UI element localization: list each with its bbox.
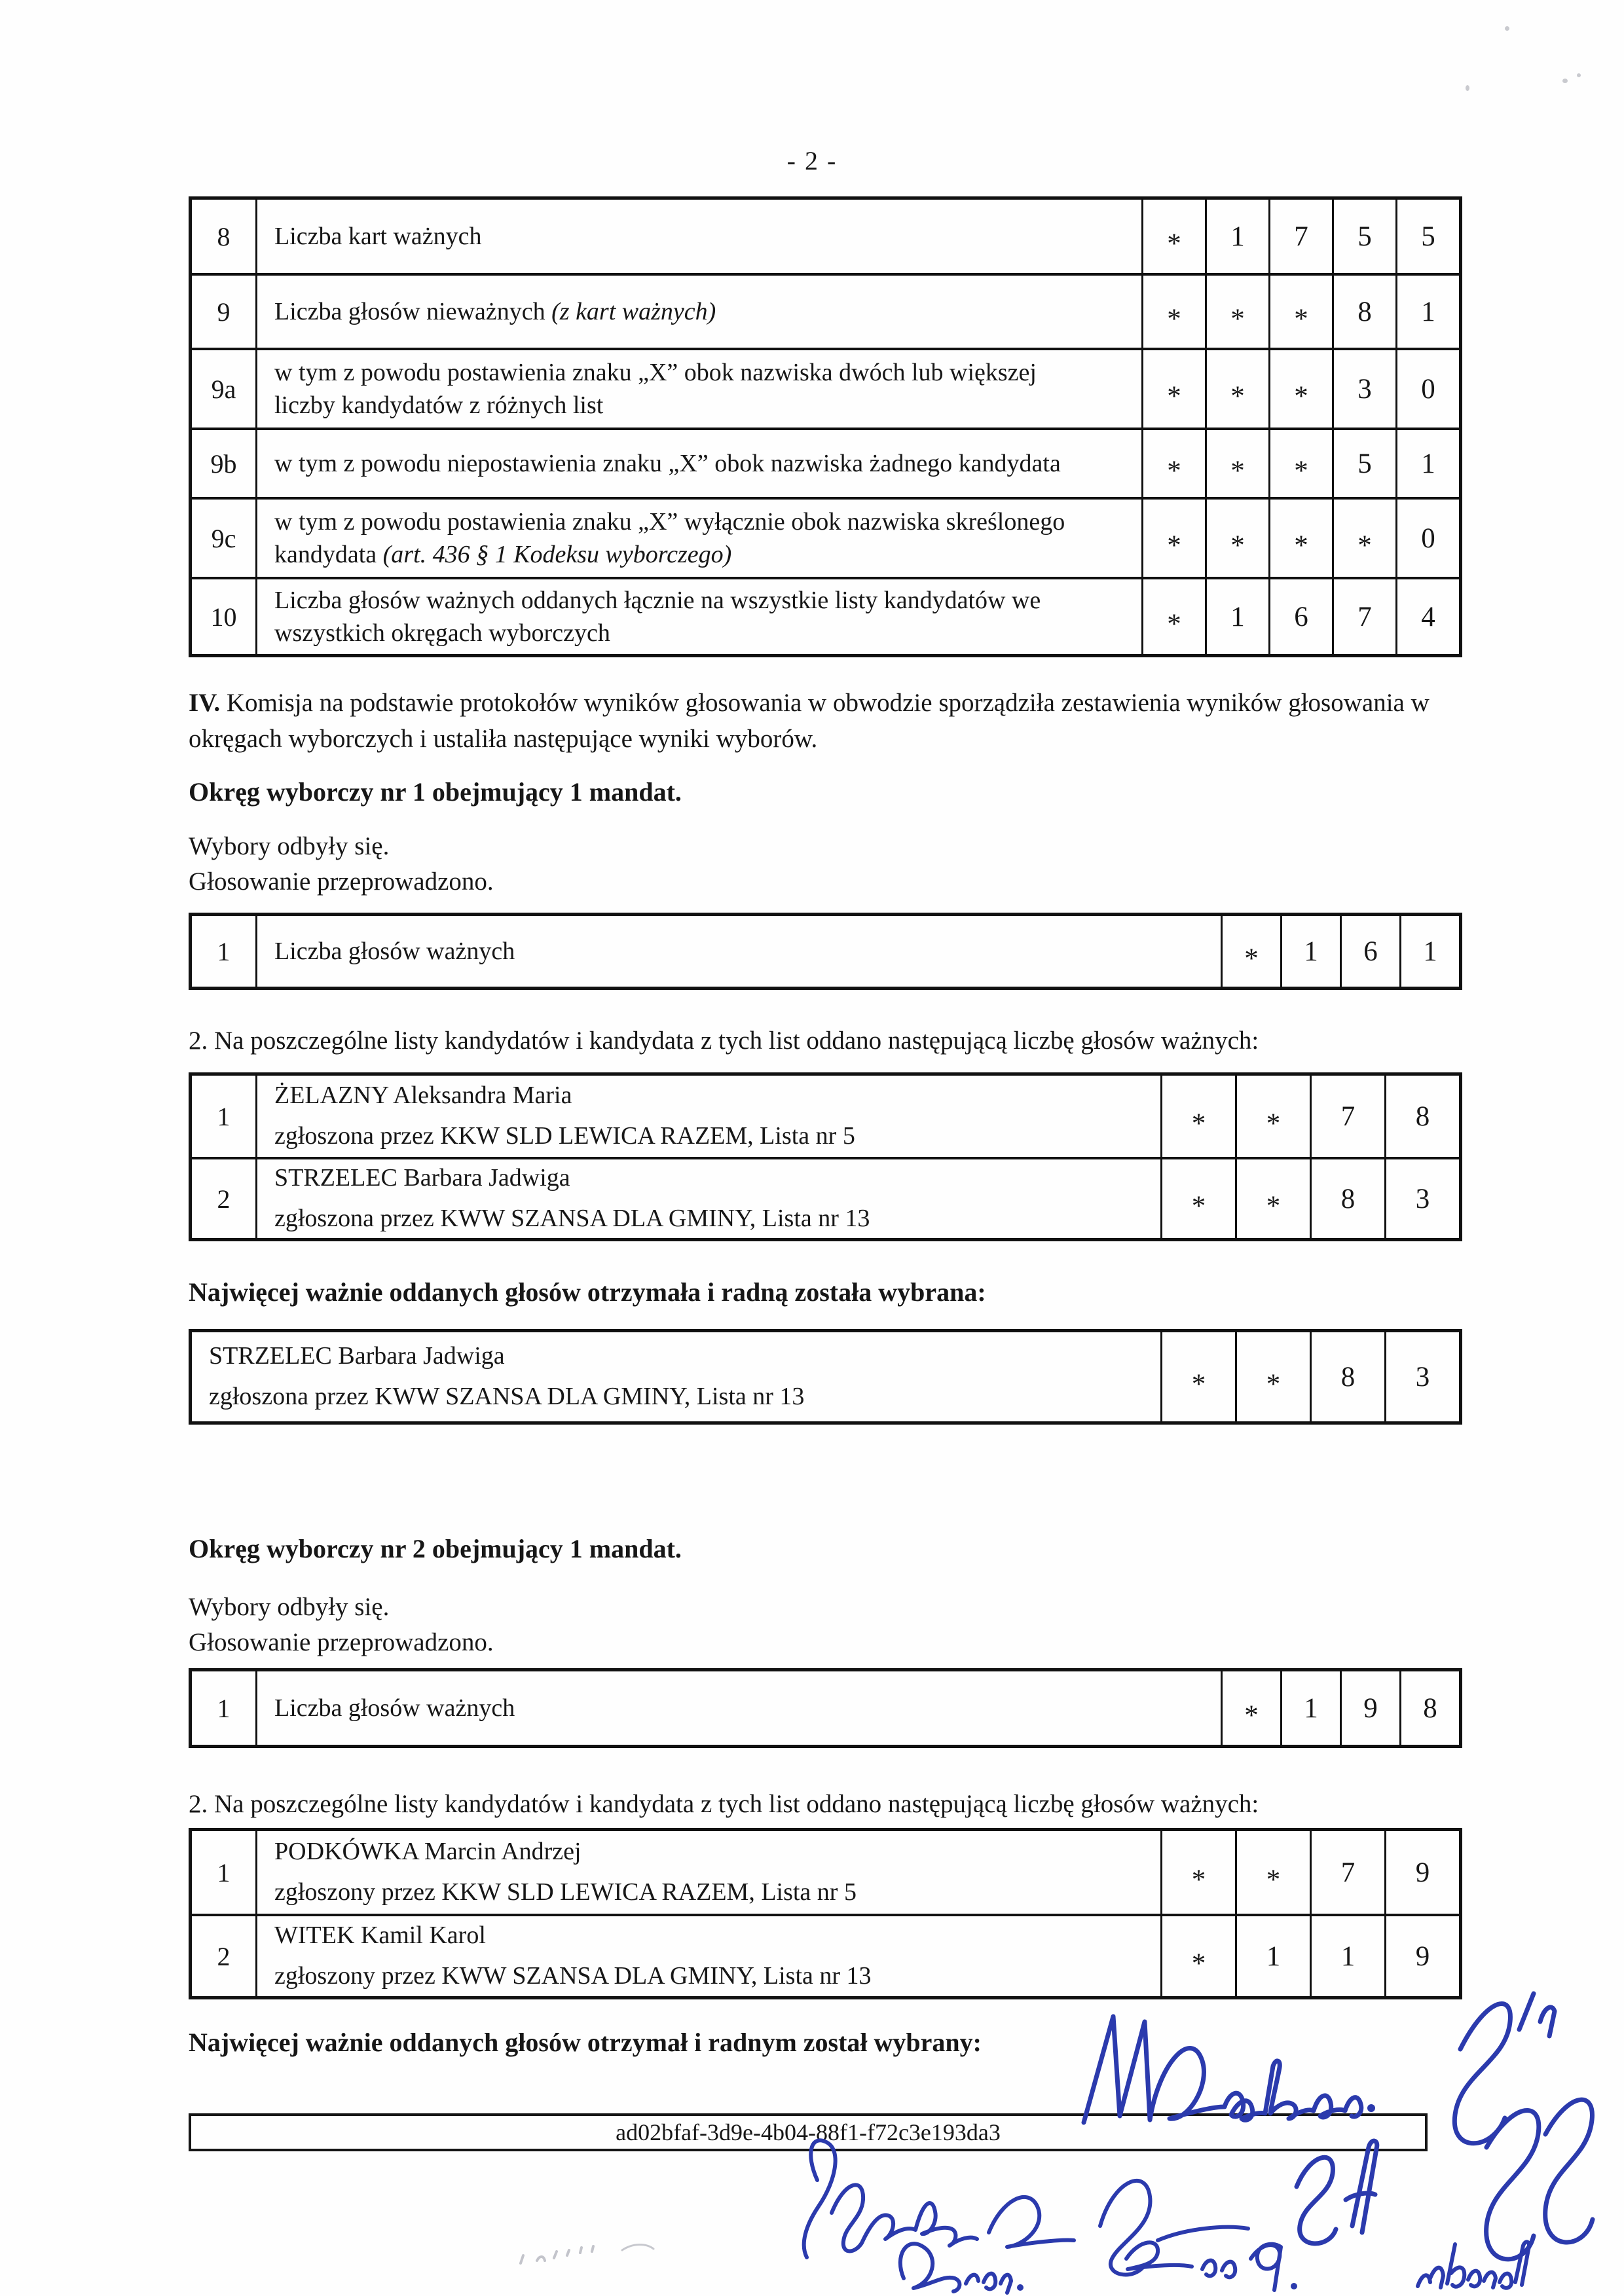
district2-candidates-table bbox=[189, 1828, 1462, 1999]
district1-valid-votes-table bbox=[189, 913, 1462, 990]
row-number: 1 bbox=[192, 1076, 257, 1157]
spacer-cell bbox=[1120, 350, 1141, 428]
voting-conducted-line: Głosowanie przeprowadzono. bbox=[189, 867, 494, 896]
signature-stroke bbox=[1545, 2100, 1593, 2242]
value-cell: * bbox=[1221, 1671, 1280, 1745]
spacer-cell bbox=[1200, 916, 1221, 987]
value-cell: * bbox=[1141, 579, 1205, 654]
table-row bbox=[192, 428, 1459, 497]
value-cell: 1 bbox=[1399, 916, 1459, 987]
signature-stroke bbox=[832, 2185, 977, 2251]
signature-stroke bbox=[1454, 2003, 1510, 2143]
value-cell: 1 bbox=[1310, 1916, 1384, 1996]
value-cell: 1 bbox=[1280, 1671, 1340, 1745]
candidate-nominated-by: zgłoszona przez KKW SLD LEWICA RAZEM, Lista nr 5 bbox=[274, 1122, 855, 1150]
value-cell: * bbox=[1332, 500, 1395, 577]
signature-stroke bbox=[1297, 2157, 1336, 2244]
value-cell: 3 bbox=[1384, 1332, 1459, 1421]
section-iv-label: IV. bbox=[189, 689, 221, 717]
signature-stroke bbox=[1126, 2242, 1281, 2290]
spacer-cell bbox=[1120, 500, 1141, 577]
district2-elected-intro: Najwięcej ważnie oddanych głosów otrzymał i radnym został wybrany: bbox=[189, 2028, 982, 2057]
table-row bbox=[192, 1671, 1459, 1745]
row-label: Liczba głosów nieważnych (z kart ważnych) bbox=[274, 297, 716, 325]
row-number: 9b bbox=[192, 430, 257, 497]
row-number: 1 bbox=[192, 1831, 257, 1914]
value-cell: 7 bbox=[1310, 1831, 1384, 1914]
value-cell: * bbox=[1141, 276, 1205, 348]
spacer-cell bbox=[1120, 430, 1141, 497]
value-cell: 5 bbox=[1332, 200, 1395, 273]
district1-status bbox=[189, 829, 1452, 900]
value-cell: * bbox=[1141, 200, 1205, 273]
candidate-nominated-by: zgłoszona przez KWW SZANSA DLA GMINY, Lista nr 13 bbox=[274, 1205, 870, 1232]
value-cell: * bbox=[1268, 276, 1332, 348]
district2-heading: Okręg wyborczy nr 2 obejmujący 1 mandat. bbox=[189, 1534, 682, 1563]
scan-speck bbox=[1577, 73, 1581, 77]
document-id-box bbox=[189, 2113, 1428, 2151]
value-cell: * bbox=[1235, 1332, 1310, 1421]
elections-held-line: Wybory odbyły się. bbox=[189, 832, 390, 860]
candidate-nominated-by: zgłoszony przez KKW SLD LEWICA RAZEM, Lista nr 5 bbox=[274, 1878, 857, 1906]
elected-name: STRZELEC Barbara Jadwiga bbox=[209, 1342, 505, 1370]
value-cell: 7 bbox=[1310, 1076, 1384, 1157]
signature-stroke bbox=[1100, 2181, 1150, 2275]
value-cell: * bbox=[1160, 1159, 1235, 1238]
row-number: 9a bbox=[192, 350, 257, 428]
value-cell: 3 bbox=[1332, 350, 1395, 428]
district1-elected-intro: Najwięcej ważnie oddanych głosów otrzymała i radną została wybrana: bbox=[189, 1277, 986, 1307]
value-cell: 7 bbox=[1332, 579, 1395, 654]
value-cell: * bbox=[1141, 430, 1205, 497]
signature-stroke bbox=[1486, 2110, 1539, 2259]
candidate-nominated-by: zgłoszony przez KWW SZANSA DLA GMINY, Lista nr 13 bbox=[274, 1962, 872, 1990]
value-cell: * bbox=[1205, 350, 1268, 428]
value-cell: 8 bbox=[1384, 1076, 1459, 1157]
row-number: 8 bbox=[192, 200, 257, 273]
value-cell: * bbox=[1205, 430, 1268, 497]
row-number: 10 bbox=[192, 579, 257, 654]
candidate-name: STRZELEC Barbara Jadwiga bbox=[274, 1164, 570, 1192]
value-cell: 9 bbox=[1340, 1671, 1399, 1745]
page-number: - 2 - bbox=[786, 146, 838, 175]
signature-stroke bbox=[1346, 2141, 1377, 2232]
value-cell: 8 bbox=[1310, 1332, 1384, 1421]
spacer-cell bbox=[1120, 579, 1141, 654]
scan-speck bbox=[1505, 26, 1509, 31]
signature-stroke bbox=[1084, 2016, 1361, 2123]
value-cell: 9 bbox=[1384, 1831, 1459, 1914]
value-cell: 9 bbox=[1384, 1916, 1459, 1996]
district2-valid-votes-table bbox=[189, 1668, 1462, 1748]
section-iv-paragraph bbox=[189, 685, 1452, 757]
row-label: Liczba głosów ważnych bbox=[274, 1694, 515, 1722]
row-number: 9c bbox=[192, 500, 257, 577]
spacer-cell bbox=[1200, 1671, 1221, 1745]
value-cell: * bbox=[1141, 350, 1205, 428]
value-cell: 1 bbox=[1280, 916, 1340, 987]
signature-stroke bbox=[1540, 2007, 1555, 2036]
candidate-row bbox=[192, 1076, 1459, 1157]
value-cell: 8 bbox=[1310, 1159, 1384, 1238]
signature-stroke bbox=[804, 2140, 836, 2257]
spacer-cell bbox=[1120, 276, 1141, 348]
value-cell: * bbox=[1160, 1916, 1235, 1996]
row-number: 1 bbox=[192, 1671, 257, 1745]
value-cell: 7 bbox=[1268, 200, 1332, 273]
signature-stroke bbox=[1418, 2242, 1529, 2287]
value-cell: 1 bbox=[1395, 430, 1459, 497]
value-cell: * bbox=[1268, 350, 1332, 428]
pencil-marks bbox=[458, 2223, 733, 2288]
signature-stroke bbox=[989, 2197, 1074, 2247]
row-label: w tym z powodu postawienia znaku „X” obok nazwiska dwóch lub większej liczby kandydatów z różnych list bbox=[274, 358, 1037, 419]
district1-candidates-table bbox=[189, 1072, 1462, 1241]
value-cell: * bbox=[1268, 500, 1332, 577]
section-iv-text: Komisja na podstawie protokołów wyników głosowania w obwodzie sporządziła zestawienia wyników głosowania w okręgach wyborczych i ustaliła następujące wyniki wyborów. bbox=[189, 689, 1430, 754]
district1-heading: Okręg wyborczy nr 1 obejmujący 1 mandat. bbox=[189, 777, 682, 807]
district1-lists-intro: 2. Na poszczególne listy kandydatów i kandydata z tych list oddano następującą liczbę głosów ważnych: bbox=[189, 1027, 1259, 1055]
value-cell: 0 bbox=[1395, 350, 1459, 428]
elections-held-line: Wybory odbyły się. bbox=[189, 1593, 390, 1621]
value-cell: 6 bbox=[1268, 579, 1332, 654]
row-number: 1 bbox=[192, 916, 257, 987]
candidate-name: WITEK Kamil Karol bbox=[274, 1922, 486, 1950]
value-cell: * bbox=[1235, 1076, 1310, 1157]
value-cell: 5 bbox=[1332, 430, 1395, 497]
value-cell: 1 bbox=[1205, 200, 1268, 273]
value-cell: * bbox=[1235, 1831, 1310, 1914]
candidate-name: ŻELAZNY Aleksandra Maria bbox=[274, 1082, 572, 1110]
candidate-row bbox=[192, 1831, 1459, 1914]
elected-nominated-by: zgłoszona przez KWW SZANSA DLA GMINY, Lista nr 13 bbox=[209, 1383, 805, 1410]
row-label: Liczba głosów ważnych oddanych łącznie na wszystkie listy kandydatów we wszystkich okręgach wyborczych bbox=[274, 586, 1041, 647]
value-cell: 4 bbox=[1395, 579, 1459, 654]
district1-elected-table bbox=[189, 1329, 1462, 1425]
value-cell: 1 bbox=[1395, 276, 1459, 348]
value-cell: * bbox=[1160, 1831, 1235, 1914]
value-cell: 8 bbox=[1399, 1671, 1459, 1745]
candidate-row bbox=[192, 1914, 1459, 1996]
value-cell: * bbox=[1221, 916, 1280, 987]
value-cell: * bbox=[1205, 276, 1268, 348]
table-row bbox=[192, 577, 1459, 654]
row-label: w tym z powodu niepostawienia znaku „X” obok nazwiska żadnego kandydata bbox=[274, 449, 1061, 477]
elected-row bbox=[192, 1332, 1459, 1421]
candidate-row bbox=[192, 1157, 1459, 1238]
district2-status bbox=[189, 1590, 1452, 1660]
value-cell: 6 bbox=[1340, 916, 1399, 987]
row-number: 9 bbox=[192, 276, 257, 348]
spacer-cell bbox=[1120, 200, 1141, 273]
table-row bbox=[192, 200, 1459, 273]
row-label: Liczba głosów ważnych bbox=[274, 937, 515, 965]
table-row bbox=[192, 497, 1459, 577]
scan-speck bbox=[1562, 79, 1568, 83]
value-cell: * bbox=[1160, 1076, 1235, 1157]
value-cell: 1 bbox=[1205, 579, 1268, 654]
signature-stroke bbox=[1519, 1994, 1534, 2030]
table-row bbox=[192, 348, 1459, 428]
value-cell: 0 bbox=[1395, 500, 1459, 577]
district2-lists-intro: 2. Na poszczególne listy kandydatów i kandydata z tych list oddano następującą liczbę głosów ważnych: bbox=[189, 1790, 1259, 1818]
value-cell: * bbox=[1235, 1159, 1310, 1238]
value-cell: 3 bbox=[1384, 1159, 1459, 1238]
value-cell: 8 bbox=[1332, 276, 1395, 348]
candidate-name: PODKÓWKA Marcin Andrzej bbox=[274, 1838, 581, 1866]
table-row bbox=[192, 273, 1459, 348]
row-number: 2 bbox=[192, 1159, 257, 1238]
value-cell: * bbox=[1268, 430, 1332, 497]
value-cell: * bbox=[1160, 1332, 1235, 1421]
table-row bbox=[192, 916, 1459, 987]
summary-votes-table bbox=[189, 196, 1462, 657]
signature-stroke bbox=[1158, 2227, 1248, 2240]
signature-stroke bbox=[900, 2244, 1011, 2293]
document-id: ad02bfaf-3d9e-4b04-88f1-f72c3e193da3 bbox=[616, 2119, 1001, 2145]
row-label: w tym z powodu postawienia znaku „X” wyłącznie obok nazwiska skreślonego kandydata (art. 436 § 1 Kodeksu wyborczego) bbox=[274, 507, 1065, 568]
scan-speck bbox=[1466, 85, 1469, 91]
value-cell: 1 bbox=[1235, 1916, 1310, 1996]
value-cell: * bbox=[1205, 500, 1268, 577]
voting-conducted-line: Głosowanie przeprowadzono. bbox=[189, 1628, 494, 1656]
row-label: Liczba kart ważnych bbox=[274, 222, 482, 250]
value-cell: 5 bbox=[1395, 200, 1459, 273]
value-cell: * bbox=[1141, 500, 1205, 577]
row-number: 2 bbox=[192, 1916, 257, 1996]
